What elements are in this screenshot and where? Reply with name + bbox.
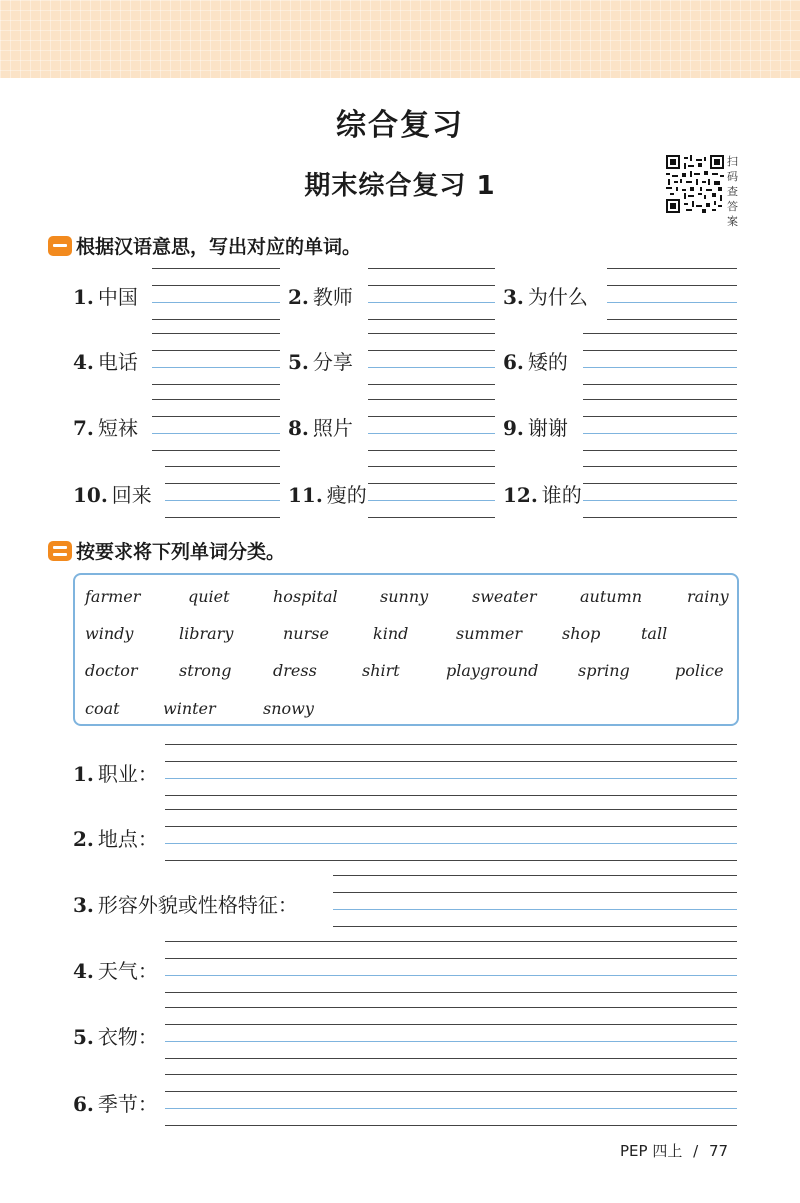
answer-writing-lines[interactable] bbox=[583, 399, 737, 451]
item-number: 10. bbox=[73, 483, 108, 507]
word-bank-box bbox=[73, 573, 739, 726]
answer-writing-lines[interactable] bbox=[368, 399, 495, 451]
item-label: 短袜 bbox=[97, 416, 138, 440]
category-label: 职业： bbox=[97, 762, 158, 786]
category-writing-lines[interactable] bbox=[165, 1007, 737, 1059]
answer-writing-lines[interactable] bbox=[152, 333, 280, 385]
vocab-item bbox=[73, 281, 138, 310]
category-writing-lines[interactable] bbox=[165, 809, 737, 861]
answer-writing-lines[interactable] bbox=[368, 268, 495, 320]
item-number: 1. bbox=[73, 285, 94, 309]
item-label: 教师 bbox=[312, 285, 353, 309]
vocab-item bbox=[288, 281, 353, 310]
category-writing-lines[interactable] bbox=[333, 875, 737, 927]
category-label: 地点： bbox=[97, 827, 158, 851]
page-footer bbox=[620, 1140, 728, 1161]
word-bank-word: quiet bbox=[188, 587, 230, 606]
qr-code-icon bbox=[666, 155, 724, 213]
category-number: 2. bbox=[73, 827, 94, 851]
category-number: 4. bbox=[73, 959, 94, 983]
vocab-item bbox=[73, 412, 138, 441]
word-bank-word: summer bbox=[456, 624, 522, 643]
item-number: 12. bbox=[503, 483, 538, 507]
vocab-item bbox=[288, 479, 367, 508]
word-bank-word: snowy bbox=[263, 699, 314, 718]
page-number: 77 bbox=[708, 1142, 729, 1160]
word-bank-word: shop bbox=[562, 624, 601, 643]
word-bank-word: hospital bbox=[273, 587, 338, 606]
word-bank-word: playground bbox=[446, 661, 539, 680]
answer-writing-lines[interactable] bbox=[607, 268, 737, 320]
section-1-badge-icon bbox=[48, 236, 72, 256]
category-item bbox=[73, 1021, 158, 1050]
category-label: 衣物： bbox=[97, 1025, 158, 1049]
category-label: 季节： bbox=[97, 1092, 158, 1116]
category-item bbox=[73, 955, 158, 984]
word-bank-word: shirt bbox=[362, 661, 400, 680]
item-number: 9. bbox=[503, 416, 524, 440]
word-bank-word: coat bbox=[85, 699, 120, 718]
category-number: 5. bbox=[73, 1025, 94, 1049]
answer-writing-lines[interactable] bbox=[583, 466, 737, 518]
vocab-item bbox=[288, 346, 353, 375]
page-subtitle: 期末综合复习 1 bbox=[304, 171, 496, 201]
vocab-item bbox=[288, 412, 353, 441]
item-label: 谢谢 bbox=[527, 416, 568, 440]
qr-code-label: 扫 码 查 答 案 bbox=[727, 155, 738, 228]
word-bank-word: sunny bbox=[380, 587, 429, 606]
item-number: 4. bbox=[73, 350, 94, 374]
word-bank-word: kind bbox=[373, 624, 409, 643]
answer-writing-lines[interactable] bbox=[583, 333, 737, 385]
item-number: 6. bbox=[503, 350, 524, 374]
top-decorative-band bbox=[0, 0, 800, 78]
word-bank-word: strong bbox=[179, 661, 232, 680]
word-bank-word: library bbox=[179, 624, 234, 643]
answer-writing-lines[interactable] bbox=[152, 399, 280, 451]
answer-writing-lines[interactable] bbox=[165, 466, 280, 518]
section-2-heading: 按要求将下列单词分类。 bbox=[48, 537, 285, 564]
word-bank-word: nurse bbox=[283, 624, 329, 643]
word-bank-word: rainy bbox=[687, 587, 729, 606]
item-number: 5. bbox=[288, 350, 309, 374]
vocab-item bbox=[503, 479, 582, 508]
item-label: 中国 bbox=[97, 285, 138, 309]
answer-writing-lines[interactable] bbox=[368, 466, 495, 518]
series-label: PEP 四上 bbox=[620, 1142, 683, 1160]
category-item bbox=[73, 1088, 158, 1117]
item-label: 矮的 bbox=[527, 350, 568, 374]
category-item bbox=[73, 758, 158, 787]
item-label: 电话 bbox=[97, 350, 138, 374]
category-writing-lines[interactable] bbox=[165, 941, 737, 993]
page-title: 综合复习 bbox=[336, 108, 464, 143]
item-label: 为什么 bbox=[527, 285, 588, 309]
category-number: 1. bbox=[73, 762, 94, 786]
item-number: 8. bbox=[288, 416, 309, 440]
vocab-item bbox=[503, 346, 568, 375]
category-number: 3. bbox=[73, 893, 94, 917]
word-bank-word: dress bbox=[273, 661, 317, 680]
item-number: 3. bbox=[503, 285, 524, 309]
item-number: 7. bbox=[73, 416, 94, 440]
section-2-badge-icon bbox=[48, 541, 72, 561]
vocab-item bbox=[73, 346, 138, 375]
word-bank-word: sweater bbox=[472, 587, 537, 606]
category-label: 形容外貌或性格特征： bbox=[97, 893, 298, 917]
vocab-item bbox=[503, 281, 588, 310]
word-bank-word: windy bbox=[85, 624, 134, 643]
section-1-heading: 根据汉语意思，写出对应的单词。 bbox=[48, 232, 361, 259]
word-bank-word: spring bbox=[578, 661, 630, 680]
category-writing-lines[interactable] bbox=[165, 1074, 737, 1126]
item-label: 回来 bbox=[111, 483, 152, 507]
category-item bbox=[73, 823, 158, 852]
footer-separator: / bbox=[693, 1142, 699, 1160]
vocab-item bbox=[73, 479, 152, 508]
item-label: 瘦的 bbox=[326, 483, 367, 507]
item-label: 谁的 bbox=[541, 483, 582, 507]
answer-writing-lines[interactable] bbox=[368, 333, 495, 385]
answer-writing-lines[interactable] bbox=[152, 268, 280, 320]
word-bank-word: winter bbox=[163, 699, 216, 718]
word-bank-word: tall bbox=[641, 624, 668, 643]
category-item bbox=[73, 889, 298, 918]
word-bank-word: doctor bbox=[85, 661, 138, 680]
category-number: 6. bbox=[73, 1092, 94, 1116]
category-writing-lines[interactable] bbox=[165, 744, 737, 796]
word-bank-word: farmer bbox=[85, 587, 141, 606]
word-bank-word: autumn bbox=[580, 587, 643, 606]
vocab-item bbox=[503, 412, 568, 441]
word-bank-word: police bbox=[675, 661, 724, 680]
category-label: 天气： bbox=[97, 959, 158, 983]
item-number: 2. bbox=[288, 285, 309, 309]
item-label: 分享 bbox=[312, 350, 353, 374]
item-label: 照片 bbox=[312, 416, 353, 440]
item-number: 11. bbox=[288, 483, 323, 507]
